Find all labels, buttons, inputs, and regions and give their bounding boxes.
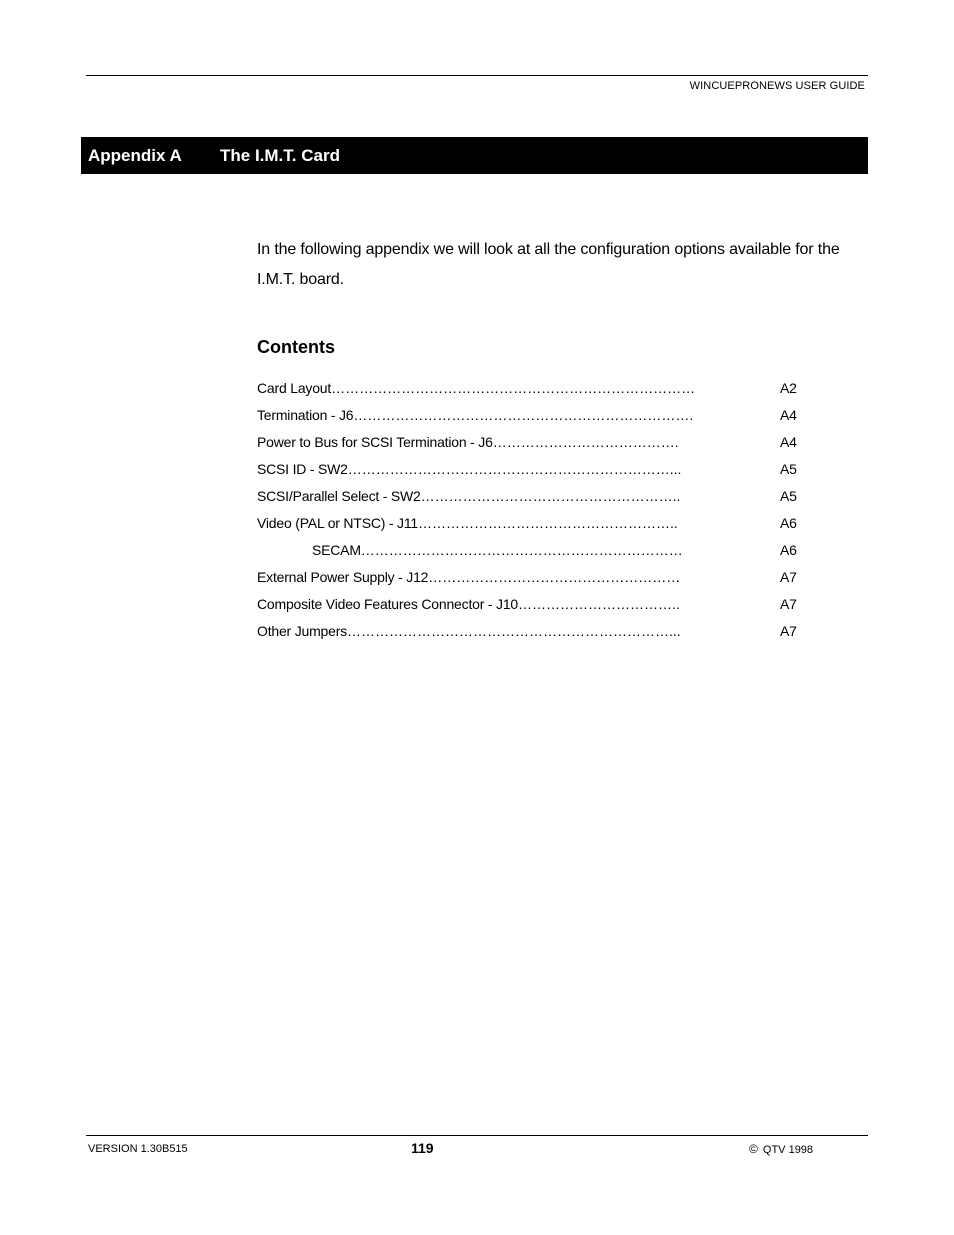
toc-item <box>257 431 802 458</box>
toc-leader: …………………………………………………………… <box>360 542 683 558</box>
toc-entry <box>257 515 719 531</box>
toc-entry <box>257 623 719 639</box>
toc-leader: ……………………………………………….. <box>420 488 681 504</box>
footer-page-number: 119 <box>411 1140 434 1156</box>
toc-entry <box>257 380 719 396</box>
toc-entry <box>257 569 719 585</box>
copyright-text: QTV 1998 <box>762 1144 814 1156</box>
toc-title: Power to Bus for SCSI Termination - J6 <box>257 434 493 450</box>
footer-copyright <box>749 1142 813 1156</box>
toc-page: A7 <box>780 569 797 585</box>
copyright-icon: © <box>749 1142 758 1156</box>
running-header: WINCUEPRONEWS USER GUIDE <box>689 80 865 92</box>
toc-title: Card Layout <box>257 380 332 396</box>
toc-leader: ……………………………………………… <box>428 569 681 585</box>
toc-leader: ……………………………………………………………... <box>347 623 681 639</box>
toc-page: A5 <box>780 461 797 477</box>
toc-page: A4 <box>780 407 797 423</box>
toc-item <box>257 593 802 620</box>
footer-rule <box>86 1135 868 1136</box>
toc-entry <box>257 596 719 612</box>
toc-item <box>257 377 802 404</box>
toc-entry <box>257 488 719 504</box>
toc-title: External Power Supply - J12 <box>257 569 429 585</box>
toc-leader: …………………………………………………………………… <box>331 380 696 396</box>
toc-item <box>257 485 802 512</box>
toc-leader: ……………………………………………………………... <box>347 461 682 477</box>
toc-title: Video (PAL or NTSC) - J11 <box>257 515 418 531</box>
toc-item <box>257 620 802 647</box>
toc-entry <box>312 542 719 558</box>
toc-title: SECAM <box>312 542 361 558</box>
toc-title: SCSI ID - SW2 <box>257 461 348 477</box>
toc-leader: ……………………………………………….. <box>417 515 678 531</box>
toc-title: Other Jumpers <box>257 623 347 639</box>
toc-page: A7 <box>780 596 797 612</box>
toc-entry <box>257 461 719 477</box>
toc-item <box>257 512 802 539</box>
intro-paragraph: In the following appendix we will look at all the configuration options available for the I.M.T. board. <box>257 241 840 288</box>
toc-title: SCSI/Parallel Select - SW2 <box>257 488 421 504</box>
appendix-title-bar <box>81 137 868 174</box>
toc-page: A5 <box>780 488 797 504</box>
toc-title: Termination - J6 <box>257 407 354 423</box>
toc-item <box>257 539 802 566</box>
footer-version: VERSION 1.30B515 <box>88 1143 188 1155</box>
toc-leader: …………………………………. <box>492 434 679 450</box>
header-rule <box>86 75 868 76</box>
appendix-title: The I.M.T. Card <box>220 146 340 165</box>
toc-item <box>257 404 802 431</box>
appendix-label: Appendix A <box>88 146 182 165</box>
toc-entry <box>257 434 719 450</box>
toc-item <box>257 566 802 593</box>
toc-item <box>257 458 802 485</box>
toc-page: A6 <box>780 542 797 558</box>
contents-heading: Contents <box>257 337 335 357</box>
toc-leader: ………………………………………………………………. <box>353 407 694 423</box>
toc-page: A6 <box>780 515 797 531</box>
table-of-contents <box>257 377 802 647</box>
toc-page: A7 <box>780 623 797 639</box>
toc-entry <box>257 407 719 423</box>
toc-page: A2 <box>780 380 797 396</box>
toc-leader: …………………………….. <box>518 596 680 612</box>
toc-page: A4 <box>780 434 797 450</box>
toc-title: Composite Video Features Connector - J10 <box>257 596 518 612</box>
